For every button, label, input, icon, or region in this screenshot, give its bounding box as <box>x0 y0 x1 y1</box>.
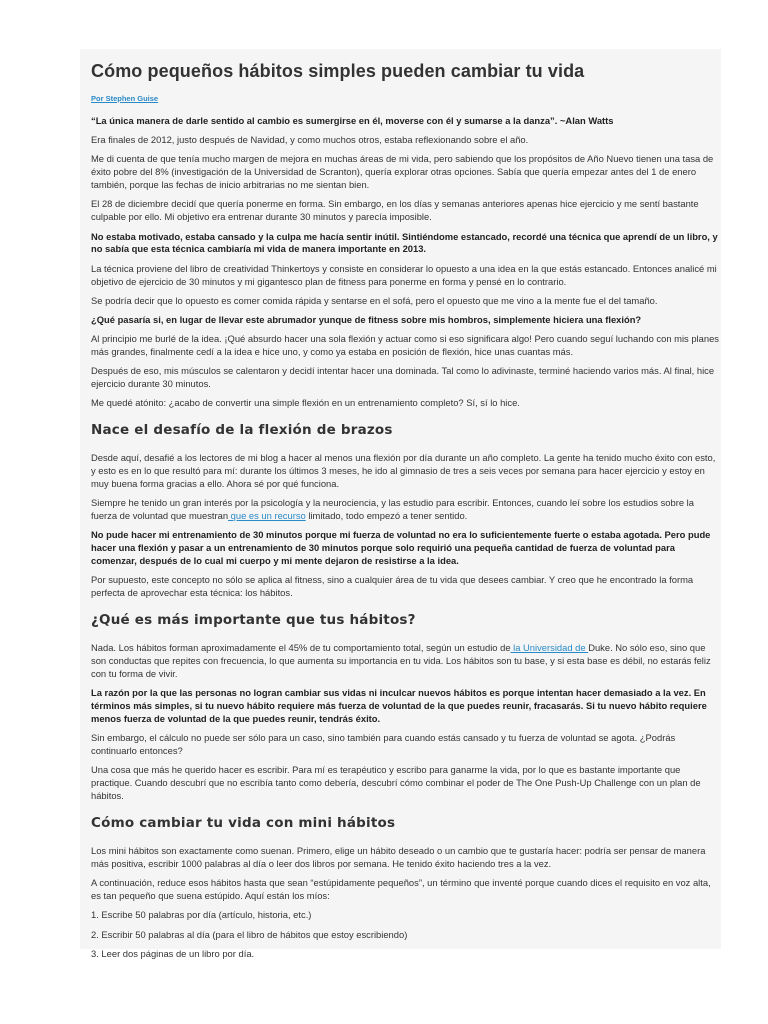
paragraph: Los mini hábitos son exactamente como suenan. Primero, elige un hábito deseado o un cambio que te gustaría hacer: podría ser pensar de manera más positiva, escribir 1000 palabras al día o leer dos libros por semana. He tenido éxito haciendo tres a la vez. <box>91 845 706 869</box>
opening-quote: “La única manera de darle sentido al cambio es sumergirse en él, moverse con él y sumarse a la danza”. ~Alan Watts <box>91 115 614 126</box>
paragraph: A continuación, reduce esos hábitos hasta que sean “estúpidamente pequeños”, un término que inventé porque cuando dices el requisito en voz alta, es tan pequeño que suena estúpido. Aquí están los míos: <box>91 877 711 902</box>
paragraph: Sin embargo, el cálculo no puede ser sólo para un caso, sino también para cuando estás cansado y tu fuerza de voluntad se agota. ¿Podrás continuarlo entonces? <box>91 732 676 757</box>
bold-paragraph: ¿Qué pasaría si, en lugar de llevar este abrumador yunque de fitness sobre mis hombros, simplemente hiciera una flexión? <box>91 313 642 325</box>
article-body <box>91 115 721 967</box>
article-title: Cómo pequeños hábitos simples pueden cambiar tu vida <box>91 61 585 81</box>
text-span: Duke. No sólo eso, sino que son conductas que repites con frecuencia, lo que aumenta su importancia en tu vida. Los hábitos son tu base, y si esta base es débil, no estarás feliz con tu forma de vivir. <box>91 642 711 680</box>
paragraph: Me quedé atónito: ¿acabo de convertir una simple flexión en un entrenamiento completo? Sí, sí lo hice. <box>91 397 520 409</box>
paragraph: El 28 de diciembre decidí que quería ponerme en forma. Sin embargo, en los días y semanas anteriores apenas hice ejercicio y me sentí bastante culpable por ello. Mi objetivo era entrenar durante 30 minutos y parecía imposible. <box>91 198 699 223</box>
list-item: 3. Leer dos páginas de un libro por día. <box>91 947 255 959</box>
resource-link[interactable]: que es un recurso <box>228 510 306 522</box>
paragraph: Al principio me burlé de la idea. ¡Qué absurdo hacer una sola flexión y actuar como si eso significara algo! Pero cuando seguí luchando con mis planes más grandes, finalmente cedí a la idea e hice uno, y como ya estaba en posición de flexión, hice unas cuantas más. <box>91 333 719 358</box>
section-heading: ¿Qué es más importante que tus hábitos? <box>91 612 416 629</box>
paragraph: Por supuesto, este concepto no sólo se aplica al fitness, sino a cualquier área de tu vida que desees cambiar. Y creo que he encontrado la forma perfecta de aprovechar esta técnica: los hábitos. <box>91 574 694 599</box>
paragraph <box>91 642 721 681</box>
list-item: 1. Escribe 50 palabras por día (artículo, historia, etc.) <box>91 909 312 921</box>
paragraph: Se podría decir que lo opuesto es comer comida rápida y sentarse en el sofá, pero el opuesto que me vino a la mente fue el del tamaño. <box>91 294 658 306</box>
text-span: Nada. Los hábitos forman aproximadamente el 45% de tu comportamiento total, según un estudio de <box>91 642 511 654</box>
bold-paragraph: No pude hacer mi entrenamiento de 30 minutos porque mi fuerza de voluntad no era lo suficientemente fuerte o estaba agotada. Pero pude hacer una flexión y pasar a un entrenamiento de 30 minutos porque solo requirió una pequeña cantidad de fuerza de voluntad para comenzar, después de lo cual mi cuerpo y mi mente dejaron de resistirse a la idea. <box>91 529 711 567</box>
text-span: Siempre he tenido un gran interés por la psicología y la neurociencia, y las estudio para escribir. Entonces, cuando leí sobre los estudios sobre la fuerza de voluntad que muestran <box>91 497 694 522</box>
list-item: 2. Escribir 50 palabras al día (para el libro de hábitos que estoy escribiendo) <box>91 928 408 940</box>
author-link[interactable]: Por Stephen Guise <box>91 94 159 103</box>
bold-paragraph: La razón por la que las personas no logran cambiar sus vidas ni inculcar nuevos hábitos es porque intentan hacer demasiado a la vez. En términos más simples, si tu nuevo hábito requiere más fuerza de voluntad de la que puedes reunir, fracasarás. Si tu nuevo hábito requiere menos fuerza de voluntad de la que puedes reunir, tendrás éxito. <box>91 687 707 725</box>
paragraph: Me di cuenta de que tenía mucho margen de mejora en muchas áreas de mi vida, pero sabiendo que los propósitos de Año Nuevo tienen una tasa de éxito pobre del 8% (investigación de la Universidad de Scranton), quería explorar otras opciones. Sabía que quería empezar antes del 1 de enero también, porque las fechas de inicio arbitrarias no me sientan bien. <box>91 153 714 191</box>
paragraph: Una cosa que más he querido hacer es escribir. Para mí es terapéutico y escribo para ganarme la vida, por lo que es bastante importante que practique. Cuando descubrí que no escribía tanto como debería, descubrí cómo combinar el poder de The One Push-Up Challenge con un plan de hábitos. <box>91 764 701 802</box>
section-heading: Cómo cambiar tu vida con mini hábitos <box>91 815 396 832</box>
university-link[interactable]: la Universidad de <box>510 642 589 654</box>
paragraph: La técnica proviene del libro de creatividad Thinkertoys y consiste en considerar lo opuesto a una idea en la que estás estancado. Entonces analicé mi objetivo de ejercicio de 30 minutos y mi gigantesco plan de fitness para ponerme en forma y pensé en lo contrario. <box>91 262 717 287</box>
section-heading: Nace el desafío de la flexión de brazos <box>91 422 393 439</box>
bold-paragraph: No estaba motivado, estaba cansado y la culpa me hacía sentir inútil. Sintiéndome estancado, recordé una técnica que aprendí de un libro, y no sabía que esta técnica cambiaría mi vida de manera importante en 2013. <box>91 230 718 255</box>
paragraph: Desde aquí, desafié a los lectores de mi blog a hacer al menos una flexión por día durante un año completo. La gente ha tenido mucho éxito con esto, y esto es en lo que resultó para mí: durante los últimos 3 meses, he ido al gimnasio de tres a seis veces por semana para hacer ejercicio y estoy en muy buena forma gracias a ello. Ahora sé por qué funciona. <box>91 452 716 490</box>
paragraph <box>91 497 721 523</box>
paragraph: Después de eso, mis músculos se calentaron y decidí intentar hacer una dominada. Tal como lo adivinaste, terminé haciendo varios más. Al final, hice ejercicio durante 30 minutos. <box>91 365 715 390</box>
text-span: limitado, todo empezó a tener sentido. <box>305 510 468 522</box>
paragraph: Era finales de 2012, justo después de Navidad, y como muchos otros, estaba reflexionando sobre el año. <box>91 134 529 146</box>
document-page <box>80 49 721 959</box>
